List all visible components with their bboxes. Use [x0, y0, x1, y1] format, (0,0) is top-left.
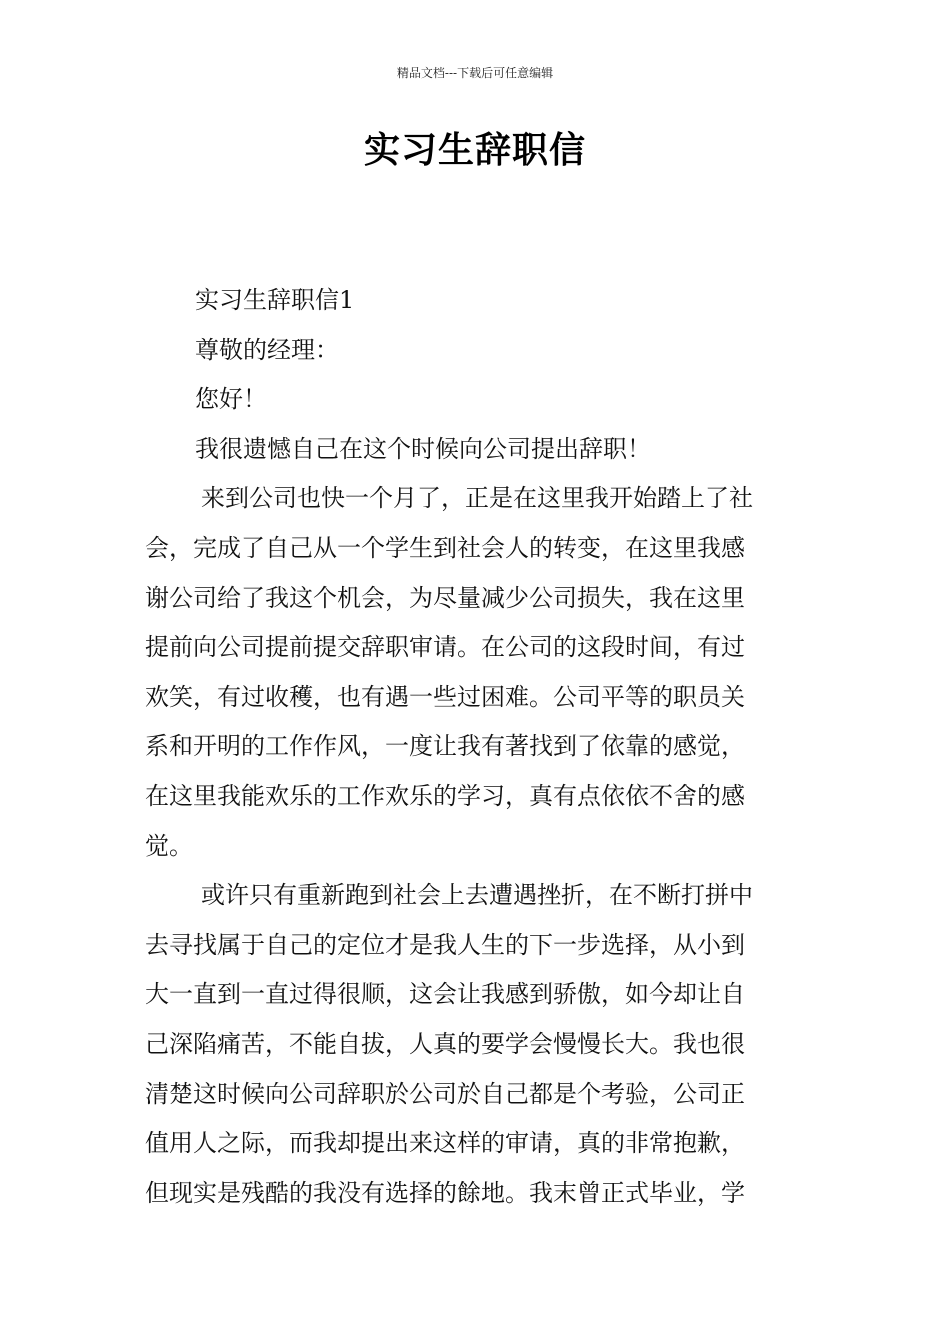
document-title: 实习生辞职信: [363, 130, 586, 171]
paragraph-2: [145, 871, 807, 1218]
paragraph-line: 觉。: [145, 831, 193, 860]
header-note: 精品文档---下载后可任意编辑: [396, 66, 554, 80]
paragraph-line: 提前向公司提前提交辞职审请。在公司的这段时间，有过: [145, 633, 745, 662]
intro-sentence: 我很遗憾自己在这个时候向公司提出辞职！: [195, 434, 651, 463]
paragraph-line: 清楚这时候向公司辞职於公司於自己都是个考验，公司正: [145, 1079, 745, 1108]
letter-subtitle: 实习生辞职信1: [195, 286, 355, 314]
paragraph-line: 欢笑，有过收穫，也有遇一些过困难。公司平等的职员关: [145, 682, 745, 711]
paragraph-line: 或许只有重新跑到社会上去遭遇挫折，在不断打拼中: [201, 881, 753, 910]
paragraph-line: 去寻找属于自己的定位才是我人生的下一步选择，从小到: [145, 930, 745, 959]
paragraph-line: 在这里我能欢乐的工作欢乐的学习，真有点依依不舍的感: [145, 781, 745, 810]
letter-body: [145, 276, 807, 1218]
paragraph-line: 会，完成了自己从一个学生到社会人的转变，在这里我感: [145, 533, 745, 562]
paragraph-line: 但现实是残酷的我没有选择的餘地。我末曾正式毕业，学: [145, 1178, 745, 1207]
paragraph-line: 值用人之际，而我却提出来这样的审请，真的非常抱歉，: [145, 1129, 745, 1158]
paragraph-line: 系和开明的工作作风，一度让我有著找到了依靠的感觉，: [145, 732, 745, 761]
paragraph-line: 大一直到一直过得很顺，这会让我感到骄傲，如今却让自: [145, 980, 745, 1009]
paragraph-1: [145, 474, 807, 871]
paragraph-line: 己深陷痛苦，不能自拔，人真的要学会慢慢长大。我也很: [145, 1029, 745, 1058]
salutation: 尊敬的经理：: [195, 335, 339, 364]
paragraph-line: 来到公司也快一个月了，正是在这里我开始踏上了社: [201, 484, 753, 513]
greeting: 您好！: [195, 385, 267, 414]
paragraph-line: 谢公司给了我这个机会，为尽量减少公司损失，我在这里: [145, 583, 745, 612]
